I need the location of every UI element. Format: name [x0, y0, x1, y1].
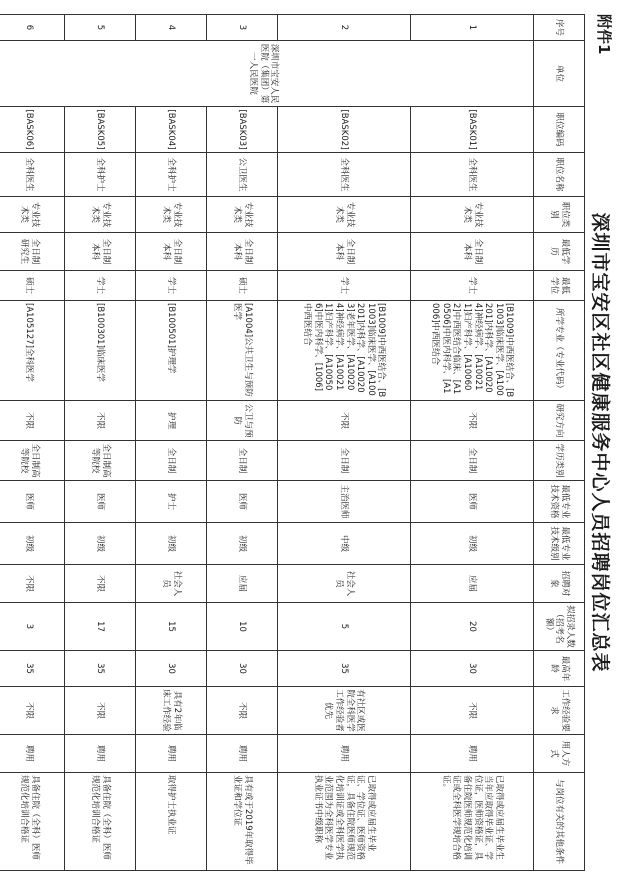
header-cell: 最低学历	[534, 233, 585, 271]
header-cell: 拟招录人数（招考名额）	[534, 603, 585, 651]
cell-mode: 聘用	[411, 735, 534, 773]
header-cell: 学历类别	[534, 441, 585, 481]
header-cell: 职位名称	[534, 153, 585, 197]
cell-other: 取得护士执业证	[136, 773, 207, 871]
cell-no: 6	[0, 15, 65, 41]
cell-qual: 医师	[207, 481, 278, 523]
cell-name: 全科医生	[411, 153, 534, 197]
cell-major: [B100501]护理学	[136, 301, 207, 401]
header-cell: 与岗位有关的其他条件	[534, 773, 585, 871]
cell-major: [B1009]中西医结合、[B1003]临床医学、[A100201]内科学、[A100204]神经病学、[A100211]妇产科学、[A100602]中西医结合临床、[A10506]中医内科学、[A1006]中西医结合	[411, 301, 534, 401]
cell-qual: 医师	[65, 481, 136, 523]
cell-degree: 学士	[411, 271, 534, 301]
cell-edu: 全日制本科	[65, 233, 136, 271]
page-title: 深圳市宝安区社区健康服务中心人员招聘岗位汇总表	[589, 212, 611, 673]
header-cell: 招聘对象	[534, 565, 585, 603]
cell-degree: 硕士	[207, 271, 278, 301]
cell-age: 30	[207, 651, 278, 687]
cell-age: 35	[278, 651, 411, 687]
cell-qual: 护士	[136, 481, 207, 523]
cell-target: 不限	[0, 565, 65, 603]
table-row	[278, 15, 411, 871]
cell-degree: 学士	[278, 271, 411, 301]
header-cell: 所学专业（专业代码）	[534, 301, 585, 401]
cell-level: 初级	[0, 523, 65, 565]
cell-edu-type: 全日制	[136, 441, 207, 481]
cell-age: 35	[0, 651, 65, 687]
cell-target: 社会人员	[136, 565, 207, 603]
cell-category: 专业技术类	[65, 197, 136, 233]
cell-code: [BASK04]	[136, 107, 207, 153]
cell-target: 社会人员	[278, 565, 411, 603]
cell-code: [BASK06]	[0, 107, 65, 153]
cell-degree: 硕士	[0, 271, 65, 301]
cell-code: [BASK05]	[65, 107, 136, 153]
cell-count: 3	[0, 603, 65, 651]
cell-count: 17	[65, 603, 136, 651]
cell-major: [B1009]中西医结合、[B1003]临床医学、[A100201]内科学、[A100203]老年医学、[A100204]神经病学、[A100211]妇产科学、[A100506]中医内科学、[1006]中西医结合	[278, 301, 411, 401]
cell-age: 30	[411, 651, 534, 687]
cell-direction: 护理	[136, 401, 207, 441]
cell-target: 应届	[411, 565, 534, 603]
header-cell: 最低专业技术级别	[534, 523, 585, 565]
header-cell: 用人方式	[534, 735, 585, 773]
cell-mode: 聘用	[207, 735, 278, 773]
cell-exp: 不限	[207, 687, 278, 735]
cell-mode: 聘用	[0, 735, 65, 773]
cell-name: 公卫医生	[207, 153, 278, 197]
cell-level: 初级	[411, 523, 534, 565]
cell-edu-type: 全日制高等院校	[0, 441, 65, 481]
cell-category: 专业技术类	[278, 197, 411, 233]
cell-level: 初级	[136, 523, 207, 565]
cell-other: 具备住院（全科）医师规范化培训合格证	[65, 773, 136, 871]
header-cell: 序号	[534, 15, 585, 41]
cell-level: 初级	[65, 523, 136, 565]
cell-no: 4	[136, 15, 207, 41]
table-row	[207, 15, 278, 871]
table-row	[0, 15, 65, 871]
cell-edu: 全日制本科	[278, 233, 411, 271]
cell-qual: 医师	[0, 481, 65, 523]
cell-exp: 不限	[65, 687, 136, 735]
cell-edu: 全日制研究生	[0, 233, 65, 271]
cell-count: 15	[136, 603, 207, 651]
header-cell: 工作经验要求	[534, 687, 585, 735]
cell-target: 不限	[65, 565, 136, 603]
cell-edu-type: 全日制	[411, 441, 534, 481]
cell-direction: 不限	[278, 401, 411, 441]
cell-exp: 有社区或医院全科医学工作经验者优先	[278, 687, 411, 735]
cell-edu: 全日制本科	[207, 233, 278, 271]
cell-level: 初级	[207, 523, 278, 565]
cell-category: 专业技术类	[136, 197, 207, 233]
cell-age: 35	[65, 651, 136, 687]
header-cell: 最低专业技术资格	[534, 481, 585, 523]
cell-unit: 深圳市宝安人民医院（集团）第一人民医院	[0, 41, 534, 107]
header-cell: 最低学位	[534, 271, 585, 301]
cell-category: 专业技术类	[0, 197, 65, 233]
cell-edu-type: 全日制高等院校	[65, 441, 136, 481]
cell-degree: 学士	[65, 271, 136, 301]
table-header-row	[534, 15, 585, 871]
cell-edu-type: 全日制	[278, 441, 411, 481]
cell-direction: 公卫与预防	[207, 401, 278, 441]
cell-no: 3	[207, 15, 278, 41]
table-row	[65, 15, 136, 871]
cell-exp: 具有2年临床工作经验	[136, 687, 207, 735]
cell-no: 2	[278, 15, 411, 41]
cell-degree: 学士	[136, 271, 207, 301]
table-row	[411, 15, 534, 871]
cell-qual: 医师	[411, 481, 534, 523]
cell-count: 5	[278, 603, 411, 651]
cell-mode: 聘用	[136, 735, 207, 773]
cell-code: [BASK03]	[207, 107, 278, 153]
cell-other: 具有或于2019年取得毕业证和学位证	[207, 773, 278, 871]
table-row	[136, 15, 207, 871]
cell-edu: 全日制本科	[136, 233, 207, 271]
cell-code: [BASK01]	[411, 107, 534, 153]
header-cell: 单位	[534, 41, 585, 107]
cell-direction: 不限	[65, 401, 136, 441]
cell-category: 专业技术类	[207, 197, 278, 233]
cell-name: 全科护士	[65, 153, 136, 197]
cell-qual: 主治医师	[278, 481, 411, 523]
cell-target: 应届	[207, 565, 278, 603]
header-cell: 最高年龄	[534, 651, 585, 687]
cell-major: [B100301]临床医学	[65, 301, 136, 401]
recruitment-table	[0, 14, 585, 871]
cell-name: 全科护士	[136, 153, 207, 197]
cell-major: [A105127]全科医学	[0, 301, 65, 401]
cell-direction: 不限	[0, 401, 65, 441]
cell-no: 1	[411, 15, 534, 41]
cell-level: 中级	[278, 523, 411, 565]
cell-direction: 不限	[411, 401, 534, 441]
cell-other: 具备住院（全科）医师规范化培训合格证	[0, 773, 65, 871]
cell-name: 全科医生	[0, 153, 65, 197]
cell-mode: 聘用	[65, 735, 136, 773]
cell-exp: 不限	[0, 687, 65, 735]
attachment-label: 附件1	[595, 14, 613, 55]
cell-name: 全科医生	[278, 153, 411, 197]
cell-exp: 不限	[411, 687, 534, 735]
cell-code: [BASK02]	[278, 107, 411, 153]
cell-count: 10	[207, 603, 278, 651]
header-cell: 职位类别	[534, 197, 585, 233]
header-cell: 研究方向	[534, 401, 585, 441]
cell-count: 20	[411, 603, 534, 651]
cell-major: [A1004]公共卫生与预防医学	[207, 301, 278, 401]
cell-other: 已取得或应届生毕业生当年应取得毕业证、学位证，医师资格证，具备住院医师规范化培训证或全科医学规培合格证。	[411, 773, 534, 871]
cell-edu: 全日制本科	[411, 233, 534, 271]
cell-no: 5	[65, 15, 136, 41]
cell-mode: 聘用	[278, 735, 411, 773]
cell-category: 专业技术类	[411, 197, 534, 233]
cell-age: 30	[136, 651, 207, 687]
cell-edu-type: 全日制	[207, 441, 278, 481]
cell-other: 已取得或应届生毕业证、学位证、医师资格证，具备住院医师规范化培训证或全科医学执业范围为全科医学专业执业证书中级职称	[278, 773, 411, 871]
header-cell: 职位编码	[534, 107, 585, 153]
